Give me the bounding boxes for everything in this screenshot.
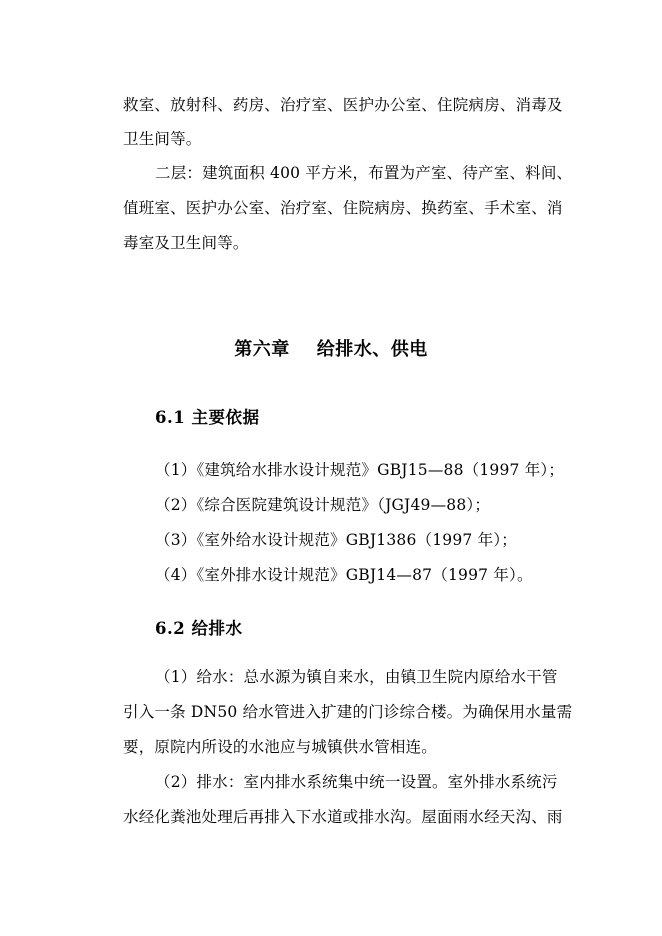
body-text-line: 卫生间等。: [123, 130, 202, 148]
section-title: 6.1 主要依据: [155, 408, 260, 427]
body-text-line: 救室、放射科、药房、治疗室、医护办公室、住院病房、消毒及: [123, 96, 563, 114]
reference-item: （2）《综合医院建筑设计规范》（JGJ49—88）；: [155, 496, 491, 514]
body-text-line: 要，原院内所设的水池应与城镇供水管相连。: [123, 738, 438, 756]
body-text-line: （2）排水：室内排水系统集中统一设置。室外排水系统污: [155, 773, 558, 791]
body-text-line: 引入一条 DN50 给水管进入扩建的门诊综合楼。为确保用水量需: [123, 703, 573, 721]
reference-item: （4）《室外排水设计规范》GBJ14—87（1997 年）。: [155, 566, 533, 584]
reference-item: （3）《室外给水设计规范》GBJ1386（1997 年）；: [155, 531, 517, 549]
body-text-line: 水经化粪池处理后再排入下水道或排水沟。屋面雨水经天沟、雨: [123, 808, 563, 826]
body-text-line: （1）给水：总水源为镇自来水，由镇卫生院内原给水干管: [155, 668, 558, 686]
body-text-line: 二层：建筑面积 400 平方米，布置为产室、待产室、料间、: [155, 164, 573, 182]
reference-item: （1）《建筑给水排水设计规范》GBJ15—88（1997 年）；: [155, 461, 565, 479]
section-title: 6.2 给排水: [155, 619, 243, 638]
chapter-title: 第六章 给排水、供电: [234, 339, 428, 360]
body-text-line: 值班室、医护办公室、治疗室、住院病房、换药室、手术室、消: [123, 199, 563, 217]
body-text-line: 毒室及卫生间等。: [123, 234, 249, 252]
